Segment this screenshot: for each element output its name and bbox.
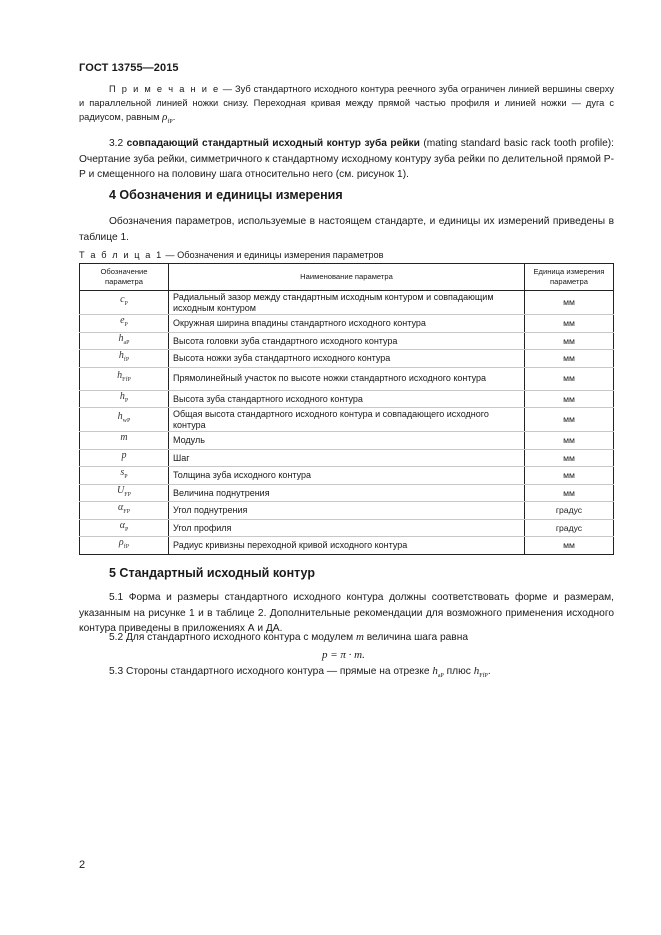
table-row: [80, 449, 614, 467]
param-name: Общая высота стандартного исходного контура и совпадающего исходного контура: [169, 408, 525, 432]
note-paragraph: П р и м е ч а н и е — Зуб стандартного исходного контура реечного зуба ограничен линией вершины сверху и параллельной линией ножки снизу. Переходная кривая между прямой частью профиля и линией ножки — дуга с радиусом, равным $\rho_{fP}$.: [79, 84, 614, 126]
param-symbol: p: [80, 449, 169, 467]
param-symbol: $h_{fP}$: [80, 350, 169, 368]
param-symbol: $s_P$: [80, 467, 169, 485]
table-row: [80, 291, 614, 315]
param-name: Модуль: [169, 432, 525, 450]
param-symbol: $\rho_{fP}$: [80, 537, 169, 555]
table-row: [80, 408, 614, 432]
page-number: 2: [79, 859, 86, 871]
param-symbol: $h_{aP}$: [80, 332, 169, 350]
param-unit: мм: [525, 537, 614, 555]
table-caption: Т а б л и ц а 1 — Обозначения и единицы измерения параметров: [79, 250, 384, 260]
table-row: [80, 537, 614, 555]
standard-header: ГОСТ 13755—2015: [79, 62, 179, 74]
param-symbol: m: [80, 432, 169, 450]
param-unit: мм: [525, 350, 614, 368]
param-name: Высота головки зуба стандартного исходного контура: [169, 332, 525, 350]
param-unit: мм: [525, 432, 614, 450]
note-text: — Зуб стандартного исходного контура реечного зуба ограничен линией вершины сверху и параллельной линией ножки снизу. Переходная кривая между прямой частью профиля и линией ножки — дуга с радиусом, равным: [79, 84, 614, 122]
section-5-3-paragraph: 5.3 Стороны стандартного исходного контура — прямые на отрезке $h_{aP}$ плюс $h_{FfP}$.: [109, 665, 491, 680]
param-unit: мм: [525, 332, 614, 350]
table-row: [80, 467, 614, 485]
table-row: [80, 367, 614, 390]
header-unit: Единица измерения параметра: [525, 264, 614, 291]
param-unit: градус: [525, 502, 614, 520]
param-name: Шаг: [169, 449, 525, 467]
table-row: [80, 315, 614, 333]
param-unit: мм: [525, 315, 614, 333]
table-row: [80, 432, 614, 450]
param-unit: мм: [525, 408, 614, 432]
param-name: Величина поднутрения: [169, 484, 525, 502]
section-4-intro: Обозначения параметров, используемые в настоящем стандарте, и единицы их измерений приведены в таблице 1.: [79, 216, 614, 243]
param-name: Высота ножки зуба стандартного исходного контура: [169, 350, 525, 368]
param-symbol: $\alpha_{FP}$: [80, 502, 169, 520]
param-unit: мм: [525, 291, 614, 315]
note-label: П р и м е ч а н и е: [109, 84, 220, 94]
param-unit: мм: [525, 467, 614, 485]
pitch-formula: p = π · m.: [322, 649, 365, 661]
param-unit: градус: [525, 519, 614, 537]
header-symbol: Обозначение параметра: [80, 264, 169, 291]
term-definition: совпадающий стандартный исходный контур зуба рейки: [126, 138, 420, 149]
section-5-2-paragraph: 5.2 Для стандартного исходного контура с модулем m величина шага равна: [109, 631, 468, 643]
param-symbol: $c_P$: [80, 291, 169, 315]
table-row: [80, 519, 614, 537]
param-name: Радиус кривизны переходной кривой исходного контура: [169, 537, 525, 555]
param-unit: мм: [525, 390, 614, 408]
param-symbol: $h_{wP}$: [80, 408, 169, 432]
param-symbol: $U_{FP}$: [80, 484, 169, 502]
table-row: [80, 390, 614, 408]
table-row: [80, 350, 614, 368]
param-unit: мм: [525, 449, 614, 467]
param-unit: мм: [525, 367, 614, 390]
param-name: Угол поднутрения: [169, 502, 525, 520]
section-5-1-paragraph: 5.1 Форма и размеры стандартного исходного контура должны соответствовать форме и размерам, указанным на рисунке 1 и в таблице 2. Дополнительные рекомендации для возможного применения исходного контура приведены в приложениях А и ДА.: [79, 592, 614, 634]
param-name: Радиальный зазор между стандартным исходным контуром и совпадающим исходным контуром: [169, 291, 525, 315]
section-5-heading: 5 Стандартный исходный контур: [109, 566, 315, 580]
param-unit: мм: [525, 484, 614, 502]
header-name: Наименование параметра: [169, 264, 525, 291]
param-name: Высота зуба стандартного исходного контура: [169, 390, 525, 408]
param-name: Толщина зуба исходного контура: [169, 467, 525, 485]
table-row: [80, 332, 614, 350]
param-name: Угол профиля: [169, 519, 525, 537]
table-row: [80, 484, 614, 502]
section-4-heading: 4 Обозначения и единицы измерения: [109, 188, 343, 202]
section-3-2-paragraph: 3.2 совпадающий стандартный исходный контур зуба рейки (mating standard basic rack tooth profile): Очертание зуба рейки, симметричного к стандартному исходному контуру зуба рейки по делительной прямой Р-Р и смещенного на половину шага относительно него (см. рисунок 1).: [79, 138, 614, 180]
param-symbol: $\alpha_P$: [80, 519, 169, 537]
param-symbol: $e_P$: [80, 315, 169, 333]
table-row: [80, 502, 614, 520]
param-symbol: $h_P$: [80, 390, 169, 408]
parameters-table: [79, 263, 614, 555]
param-name: Прямолинейный участок по высоте ножки стандартного исходного контура: [169, 367, 525, 390]
param-symbol: $h_{FfP}$: [80, 367, 169, 390]
note-symbol: $\rho_{fP}$: [162, 111, 173, 126]
param-name: Окружная ширина впадины стандартного исходного контура: [169, 315, 525, 333]
